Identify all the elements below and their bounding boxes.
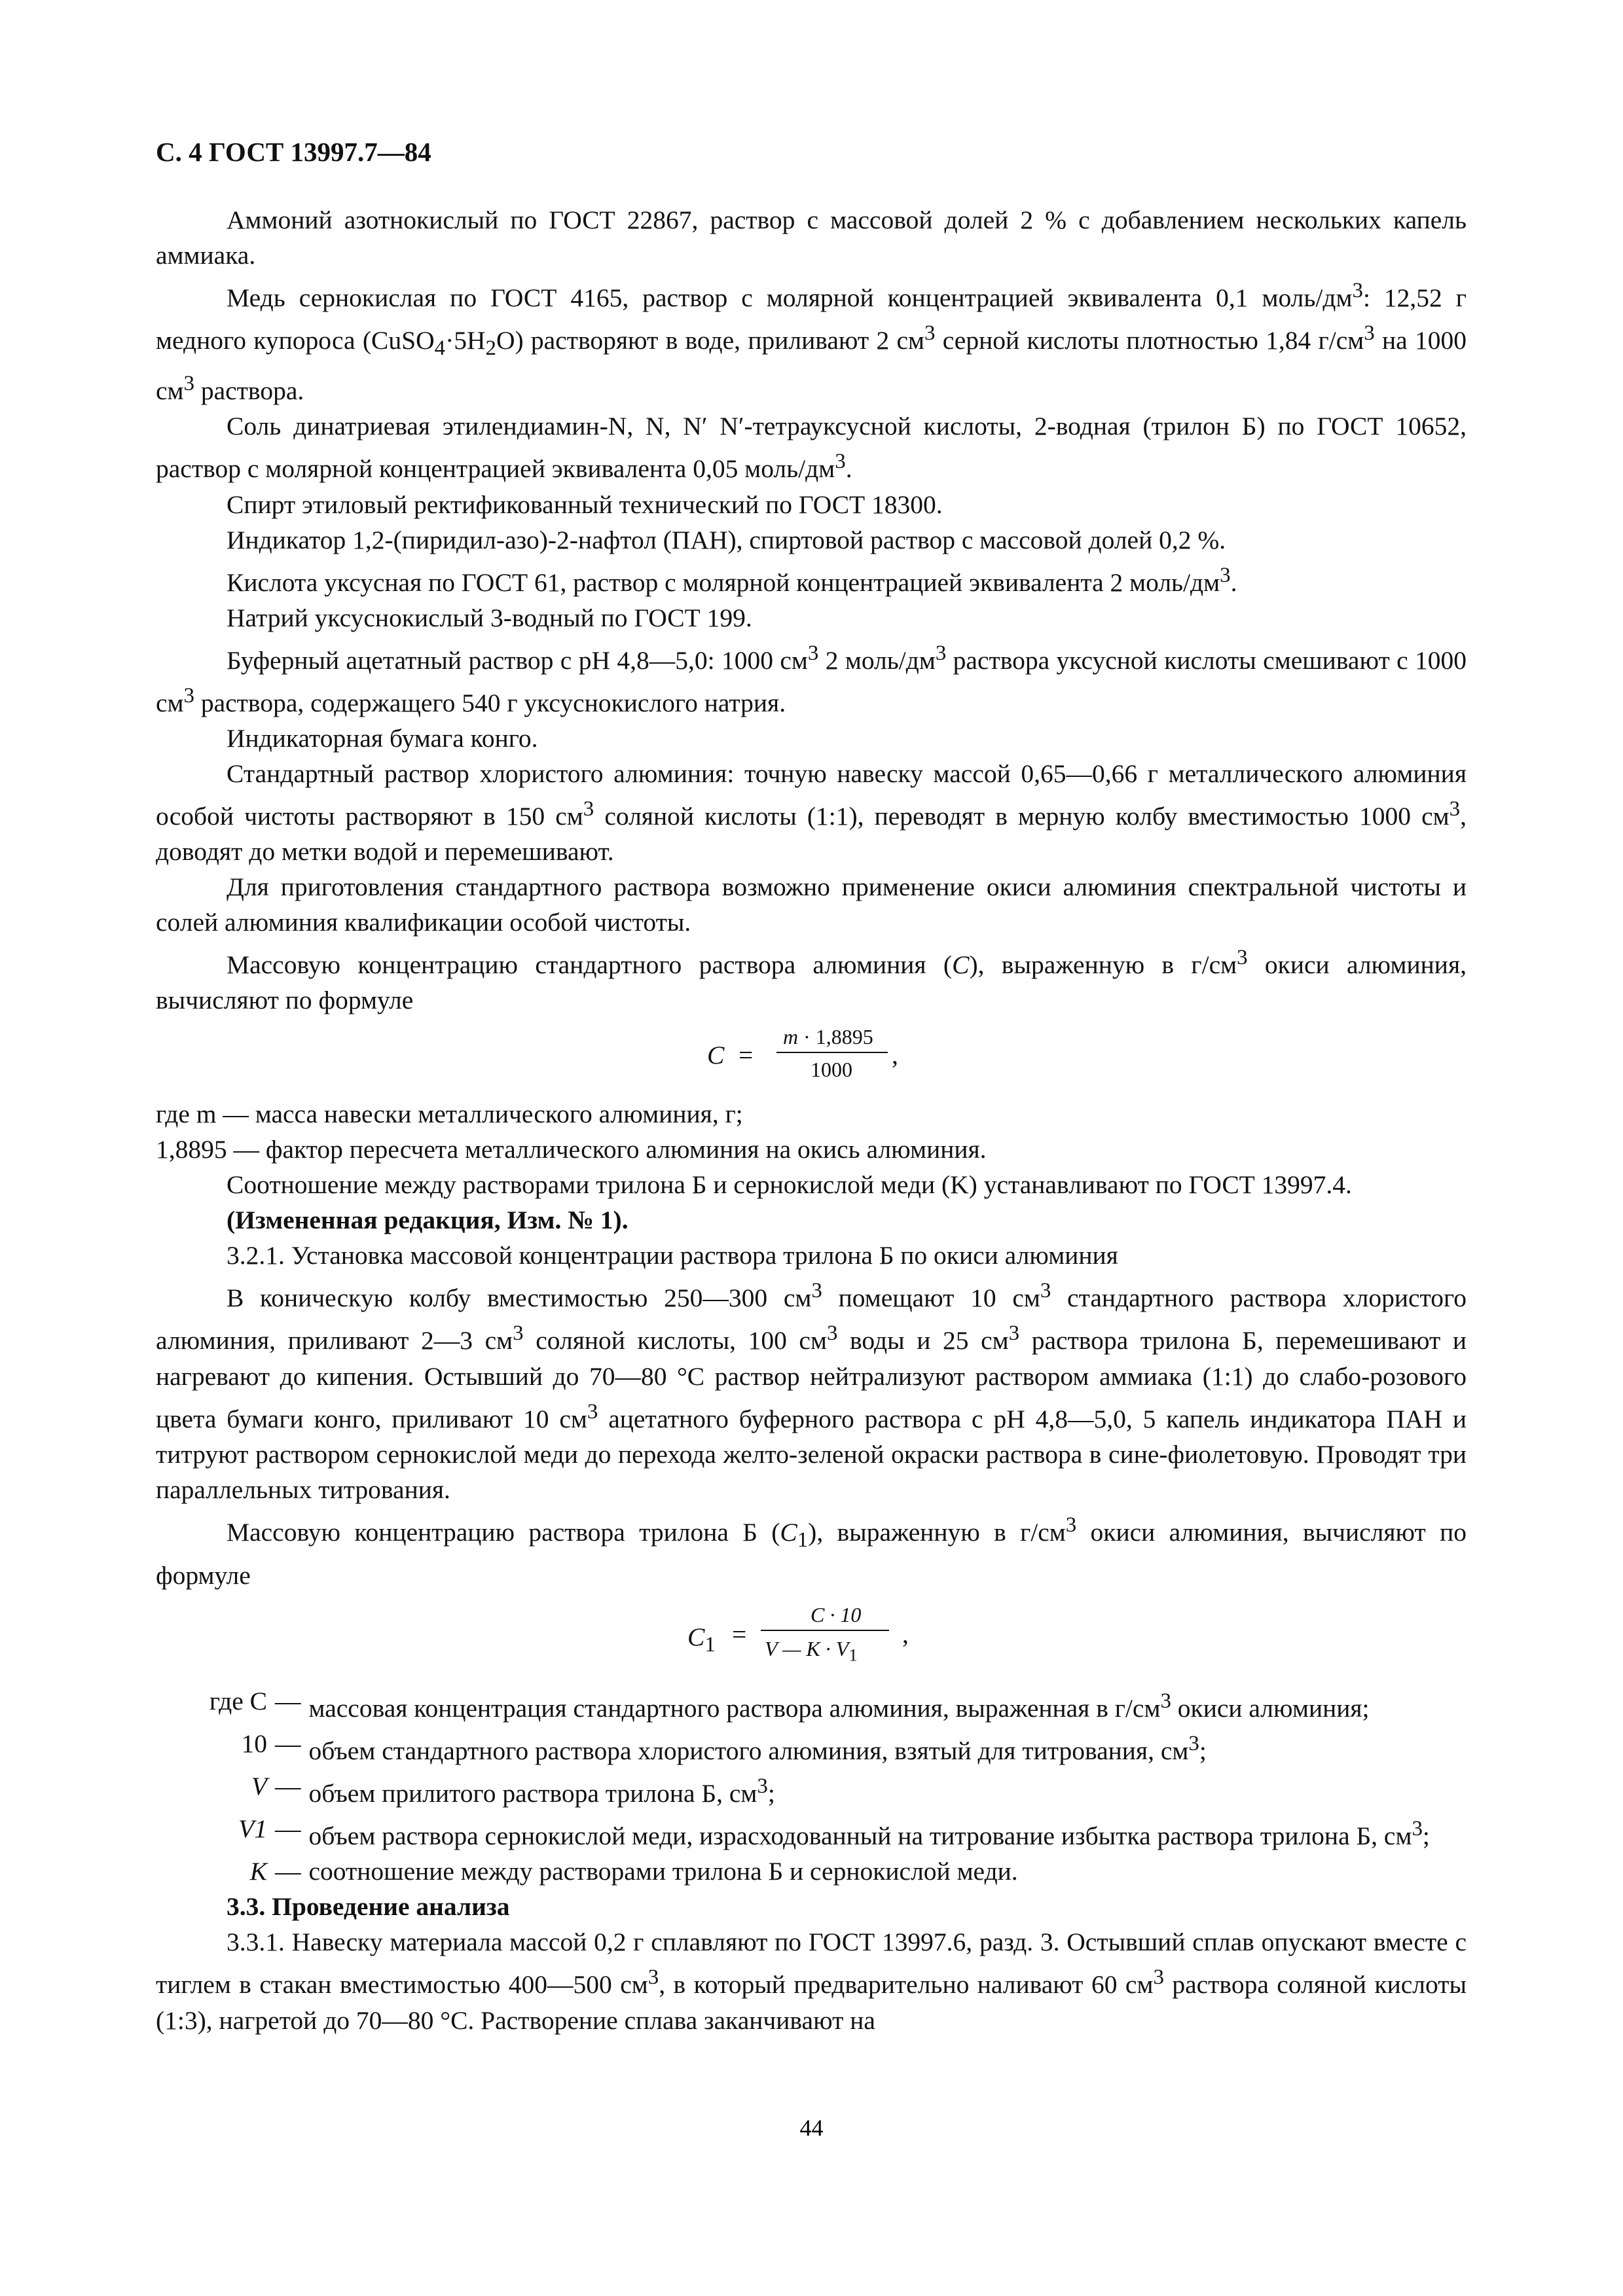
paragraph-sodium-acetate: Натрий уксуснокислый 3-водный по ГОСТ 199.: [227, 603, 752, 632]
paragraph-ethanol: Спирт этиловый ректификованный технический по ГОСТ 18300.: [227, 490, 943, 519]
page-header: С. 4 ГОСТ 13997.7—84: [156, 137, 431, 167]
where-item: 10 — объем стандартного раствора хлористого алюминия, взятый для титрования, $см^3$;: [241, 1729, 1207, 1766]
paragraph-mass-concentration: Массовую концентрацию стандартного раствора алюминия (C), выраженную в $г/см^3$ окиси алюминия, вычисляют по формуле: [156, 946, 1467, 1015]
paragraph-congo-paper: Индикаторная бумага конго.: [227, 723, 538, 753]
where-item: где m — масса навески металлического алюминия, г;: [156, 1100, 743, 1129]
where-item: 1,8895 — фактор пересчета металлического алюминия на окись алюминия.: [156, 1135, 987, 1164]
paragraph-acetic-acid: Кислота уксусная по ГОСТ 61, раствор с молярной концентрацией эквивалента 2 моль/$дм^3$.: [227, 563, 1237, 597]
paragraph-standard-solution: Стандартный раствор хлористого алюминия: точную навеску массой 0,65—0,66 г металлического алюминия особой чистоты растворяют в 150 $см^3$ соляной кислоты (1:1), переводят в мерную колбу вместимостью 1000 $см^3$, доводят до метки водой и перемешивают.: [156, 759, 1467, 867]
where-item: V1 — объем раствора сернокислой меди, израсходованный на титрование избытка раствора трилона Б, $см^3$;: [238, 1814, 1430, 1851]
amendment-note: (Измененная редакция, Изм. № 1).: [227, 1206, 629, 1235]
where-item: где C — массовая концентрация стандартного раствора алюминия, выраженная в $г/см^3$ окиси алюминия;: [209, 1686, 1370, 1723]
paragraph-copper-sulfate: Медь сернокислая по ГОСТ 4165, раствор с молярной концентрацией эквивалента 0,1 моль/$дм^3$: 12,52 г медного купороса $(CuSO_4\cdot 5H_2O)$ растворяют в воде, приливают 2 $см^3$ серной кислоты плотностью 1,84 $г/см^3$ на 1000 $см^3$ раствора.: [156, 279, 1467, 406]
paragraph-trilon-salt: Соль динатриевая этилендиамин-N, N, N′ N′-тетрауксусной кислоты, 2-водная (трилон Б) по ГОСТ 10652, раствор с молярной концентрацией эквивалента 0,05 моль/$дм^3$.: [156, 412, 1467, 484]
where-list-2: [156, 1683, 1467, 1890]
paragraph-indicator-pan: Индикатор 1,2-(пиридил-азо)-2-нафтол (ПАН), спиртовой раствор с массовой долей 0,2 %.: [227, 525, 1226, 554]
page-number: 44: [799, 2115, 824, 2141]
paragraph-3-3-1: 3.3.1. Навеску материала массой 0,2 г сплавляют по ГОСТ 13997.6, разд. 3. Остывший сплав опускают вместе с тиглем в стакан вместимостью 400—500 $см^3$, в который предварительно наливают 60 $см^3$ раствора соляной кислоты (1:3), нагретой до 70—80 °С. Растворение сплава заканчивают на: [156, 1928, 1467, 2035]
paragraph-procedure-calibration: В коническую колбу вместимостью 250—300 $см^3$ помещают 10 $см^3$ стандартного раствора хлористого алюминия, приливают 2—3 $см^3$ соляной кислоты, 100 $см^3$ воды и 25 $см^3$ раствора трилона Б, перемешивают и нагревают до кипения. Остывший до 70—80 °С раствор нейтрализуют раствором аммиака (1:1) до слабо-розового цвета бумаги конго, приливают 10 $см^3$ ацетатного буферного раствора с pH 4,8—5,0, 5 капель индикатора ПАН и титруют раствором сернокислой меди до перехода желто-зеленой окраски раствора в сине-фиолетовую. Проводят три параллельных титрования.: [156, 1279, 1467, 1504]
paragraph-ratio-k: Соотношение между растворами трилона Б и сернокислой меди (K) устанавливают по ГОСТ 13997.4.: [227, 1170, 1352, 1200]
formula-c1: $C_1$ = C · 10 V — $K \cdot V_1$ ,: [687, 1602, 909, 1665]
where-item: K — соотношение между растворами трилона Б и сернокислой меди.: [249, 1857, 1018, 1886]
paragraph-ammonium: Аммоний азотнокислый по ГОСТ 22867, раствор с массовой долей 2 % с добавлением нескольких капель аммиака.: [156, 206, 1467, 270]
where-list-1: [156, 1096, 1467, 1167]
document-body: [156, 134, 1467, 2038]
formula-c: C = m · 1,8895 1000 ,: [707, 1025, 898, 1082]
section-3-2-1: 3.2.1. Установка массовой концентрации раствора трилона Б по окиси алюминия: [227, 1241, 1118, 1270]
section-3-3-heading: 3.3. Проведение анализа: [227, 1892, 510, 1922]
where-item: V — объем прилитого раствора трилона Б, $см^3$;: [251, 1772, 775, 1808]
paragraph-trilon-concentration: Массовую концентрацию раствора трилона Б $(C_1)$, выраженную в $г/см^3$ окиси алюминия, вычисляют по формуле: [156, 1513, 1467, 1590]
paragraph-alumina-option: Для приготовления стандартного раствора возможно применение окиси алюминия спектральной чистоты и солей алюминия квалификации особой чистоты.: [156, 872, 1467, 937]
paragraph-buffer: Буферный ацетатный раствор с pH 4,8—5,0: 1000 $см^3$ 2 моль/$дм^3$ раствора уксусной кислоты смешивают с 1000 $см^3$ раствора, содержащего 540 г уксуснокислого натрия.: [156, 641, 1467, 717]
